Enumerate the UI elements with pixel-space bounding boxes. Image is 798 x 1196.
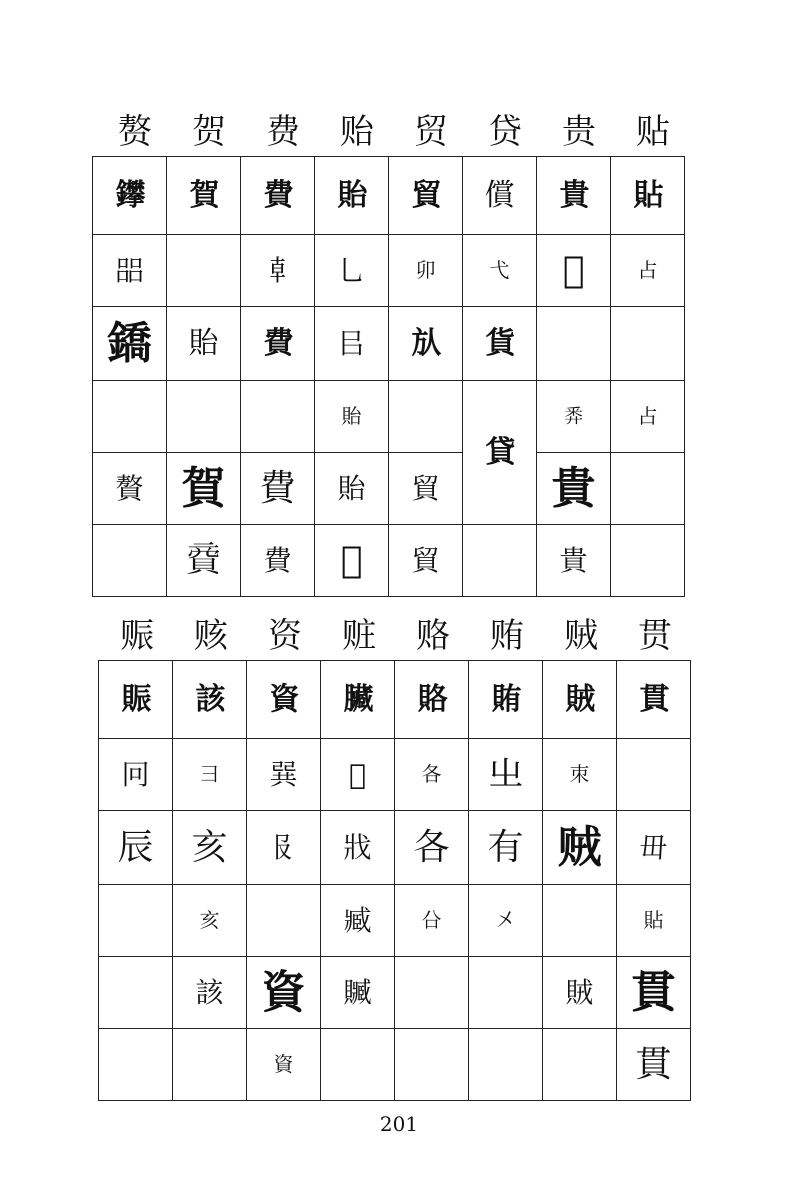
glyph-cell	[173, 661, 247, 739]
glyph: 資	[261, 966, 306, 1018]
page-number: 201	[379, 1112, 419, 1136]
glyph-cell	[463, 157, 537, 235]
column-header: 赂	[416, 616, 450, 656]
glyph-cell	[543, 811, 617, 885]
column-header: 贴	[636, 112, 670, 152]
glyph: 冋	[121, 757, 150, 791]
glyph: 彐	[199, 762, 220, 786]
glyph: 臧	[343, 903, 372, 937]
glyph-cell	[247, 1029, 321, 1101]
glyph: 費	[263, 177, 292, 213]
glyph-cell	[173, 739, 247, 811]
glyph-cell	[389, 235, 463, 307]
glyph: 卯	[415, 258, 436, 282]
glyph-cell	[315, 235, 389, 307]
glyph: 資	[273, 1052, 294, 1076]
glyph: 㗊	[115, 253, 144, 287]
glyph-cell	[315, 525, 389, 597]
glyph: 𠬝	[269, 830, 298, 864]
glyph-cell	[395, 1029, 469, 1101]
glyph-cell	[247, 739, 321, 811]
glyph-cell	[537, 157, 611, 235]
glyph: 貫	[635, 1043, 672, 1085]
glyph: 占	[637, 404, 658, 428]
glyph-cell	[469, 811, 543, 885]
glyph: 賄	[491, 681, 520, 717]
glyph-cell	[389, 453, 463, 525]
glyph-cell	[463, 235, 537, 307]
glyph-cell	[99, 885, 173, 957]
glyph-cell	[617, 661, 691, 739]
glyph-cell	[611, 307, 685, 381]
glyph-cell	[99, 661, 173, 739]
glyph: 貿	[411, 177, 440, 213]
glyph-cell	[167, 157, 241, 235]
glyph-cell	[321, 739, 395, 811]
glyph-cell	[93, 307, 167, 381]
glyph-cell	[247, 957, 321, 1029]
column-header: 贼	[564, 616, 598, 656]
column-header: 赃	[342, 616, 376, 656]
glyph-cell	[463, 307, 537, 381]
glyph-cell	[321, 661, 395, 739]
glyph: 贼	[557, 821, 602, 873]
glyph-cell	[543, 1029, 617, 1101]
glyph-cell	[543, 957, 617, 1029]
glyph: 贅	[115, 471, 144, 505]
glyph-cell	[395, 661, 469, 739]
glyph: 鑻	[115, 177, 144, 213]
glyph: 貨	[485, 325, 514, 361]
glyph-cell	[537, 381, 611, 453]
glyph-cell	[537, 525, 611, 597]
glyph: 亥	[199, 908, 220, 932]
glyph: 𠦝	[263, 253, 292, 287]
glyph-cell	[167, 235, 241, 307]
glyph-cell	[469, 885, 543, 957]
glyph-cell	[99, 811, 173, 885]
glyph-cell	[247, 811, 321, 885]
glyph: 貸	[485, 434, 514, 470]
glyph-cell	[395, 739, 469, 811]
glyph-cell	[241, 381, 315, 453]
glyph: 乚	[337, 253, 366, 287]
glyph: 賑	[121, 681, 150, 717]
glyph-cell	[469, 1029, 543, 1101]
glyph-cell	[315, 453, 389, 525]
glyph: 貿	[411, 543, 440, 577]
column-header: 赅	[194, 616, 228, 656]
glyph-cell	[241, 307, 315, 381]
glyph: 貽	[337, 471, 366, 505]
glyph-cell	[167, 525, 241, 597]
glyph-cell	[611, 381, 685, 453]
column-header: 资	[268, 616, 302, 656]
glyph-cell	[463, 525, 537, 597]
glyph-cell	[241, 235, 315, 307]
glyph: 資	[269, 681, 298, 717]
column-header: 贺	[192, 112, 226, 152]
glyph: 㞢	[487, 753, 524, 795]
section-1-headers	[98, 112, 690, 152]
glyph-cell	[321, 1029, 395, 1101]
glyph: 貼	[643, 908, 664, 932]
section-2-grid	[98, 660, 691, 1101]
column-header: 赈	[120, 616, 154, 656]
glyph: 該	[195, 681, 224, 717]
column-header: 贸	[414, 112, 448, 152]
glyph: 㠯	[337, 326, 366, 360]
glyph: 貫	[631, 966, 676, 1018]
glyph: 𢍏	[563, 404, 584, 428]
section-2-headers	[100, 616, 692, 656]
glyph-cell	[321, 957, 395, 1029]
glyph-cell	[321, 811, 395, 885]
glyph-cell	[469, 739, 543, 811]
column-header: 贷	[488, 112, 522, 152]
glyph-cell	[173, 957, 247, 1029]
glyph-cell	[315, 381, 389, 453]
column-header: 费	[266, 112, 300, 152]
glyph-cell	[389, 157, 463, 235]
glyph: 貼	[633, 177, 662, 213]
column-header: 贵	[562, 112, 596, 152]
glyph: 貫	[639, 681, 668, 717]
glyph-cell	[93, 525, 167, 597]
glyph: 貽	[337, 177, 366, 213]
column-header: 赘	[118, 112, 152, 152]
glyph-cell	[173, 811, 247, 885]
glyph-cell	[247, 885, 321, 957]
glyph-cell	[389, 381, 463, 453]
glyph-cell	[537, 307, 611, 381]
glyph: 費	[263, 325, 292, 361]
glyph: 賂	[417, 681, 446, 717]
glyph-cell	[395, 885, 469, 957]
glyph-cell	[395, 811, 469, 885]
glyph: 贓	[343, 975, 372, 1009]
glyph: 賊	[565, 975, 594, 1009]
glyph-cell	[93, 235, 167, 307]
glyph-cell	[537, 453, 611, 525]
glyph-cell	[167, 381, 241, 453]
glyph: 𧶜	[185, 539, 222, 581]
glyph: 貿	[411, 471, 440, 505]
glyph-cell	[543, 739, 617, 811]
glyph-cell	[611, 157, 685, 235]
glyph: 𣏎	[349, 757, 366, 791]
glyph: 鐈	[107, 317, 152, 369]
glyph-cell	[617, 811, 691, 885]
glyph-cell	[241, 157, 315, 235]
glyph-cell	[241, 453, 315, 525]
glyph-cell	[469, 957, 543, 1029]
glyph: 貴	[559, 177, 588, 213]
glyph: 㕣	[421, 908, 442, 932]
glyph-cell	[617, 885, 691, 957]
glyph: 㐅	[495, 908, 516, 932]
glyph-cell	[537, 235, 611, 307]
glyph-cell	[389, 307, 463, 381]
glyph: 該	[195, 975, 224, 1009]
glyph-cell	[173, 1029, 247, 1101]
glyph-cell	[463, 381, 537, 525]
glyph: 朿	[569, 762, 590, 786]
glyph-cell	[93, 157, 167, 235]
glyph: 貴	[559, 543, 588, 577]
glyph: 貴	[551, 462, 596, 514]
glyph: 𧹗	[340, 539, 363, 581]
glyph-cell	[469, 661, 543, 739]
glyph: 賊	[565, 681, 594, 717]
glyph: 各	[421, 762, 442, 786]
glyph: 賀	[189, 177, 218, 213]
glyph: 亥	[191, 826, 228, 868]
glyph: 貽	[341, 404, 362, 428]
glyph-cell	[617, 739, 691, 811]
glyph: 費	[263, 543, 292, 577]
glyph-cell	[167, 453, 241, 525]
glyph-cell	[543, 885, 617, 957]
glyph-cell	[315, 307, 389, 381]
glyph-cell	[543, 661, 617, 739]
glyph-cell	[93, 381, 167, 453]
column-header: 贯	[638, 616, 672, 656]
glyph: 償	[484, 177, 515, 213]
glyph-cell	[611, 525, 685, 597]
glyph: 弋	[489, 258, 510, 282]
glyph: 㫃	[411, 325, 440, 361]
glyph-cell	[611, 453, 685, 525]
glyph: 貽	[188, 325, 219, 361]
glyph-cell	[173, 885, 247, 957]
glyph-cell	[395, 957, 469, 1029]
glyph: 臟	[343, 681, 372, 717]
glyph: 有	[487, 826, 524, 868]
glyph: 戕	[343, 830, 372, 864]
glyph-cell	[617, 1029, 691, 1101]
glyph-cell	[99, 957, 173, 1029]
glyph: 𤯍	[562, 249, 585, 291]
glyph-cell	[93, 453, 167, 525]
glyph: 賀	[181, 462, 226, 514]
glyph-cell	[389, 525, 463, 597]
glyph: 毌	[639, 830, 668, 864]
glyph: 𢁉	[269, 757, 298, 791]
glyph-cell	[611, 235, 685, 307]
glyph: 費	[259, 467, 296, 509]
glyph: 占	[637, 258, 658, 282]
column-header: 贿	[490, 616, 524, 656]
glyph-cell	[315, 157, 389, 235]
glyph-cell	[321, 885, 395, 957]
column-header: 贻	[340, 112, 374, 152]
glyph-cell	[241, 525, 315, 597]
glyph: 各	[413, 826, 450, 868]
glyph-cell	[617, 957, 691, 1029]
glyph-cell	[99, 739, 173, 811]
glyph-cell	[99, 1029, 173, 1101]
section-1-grid	[92, 156, 685, 597]
glyph-cell	[247, 661, 321, 739]
glyph: 辰	[117, 826, 154, 868]
glyph-cell	[167, 307, 241, 381]
